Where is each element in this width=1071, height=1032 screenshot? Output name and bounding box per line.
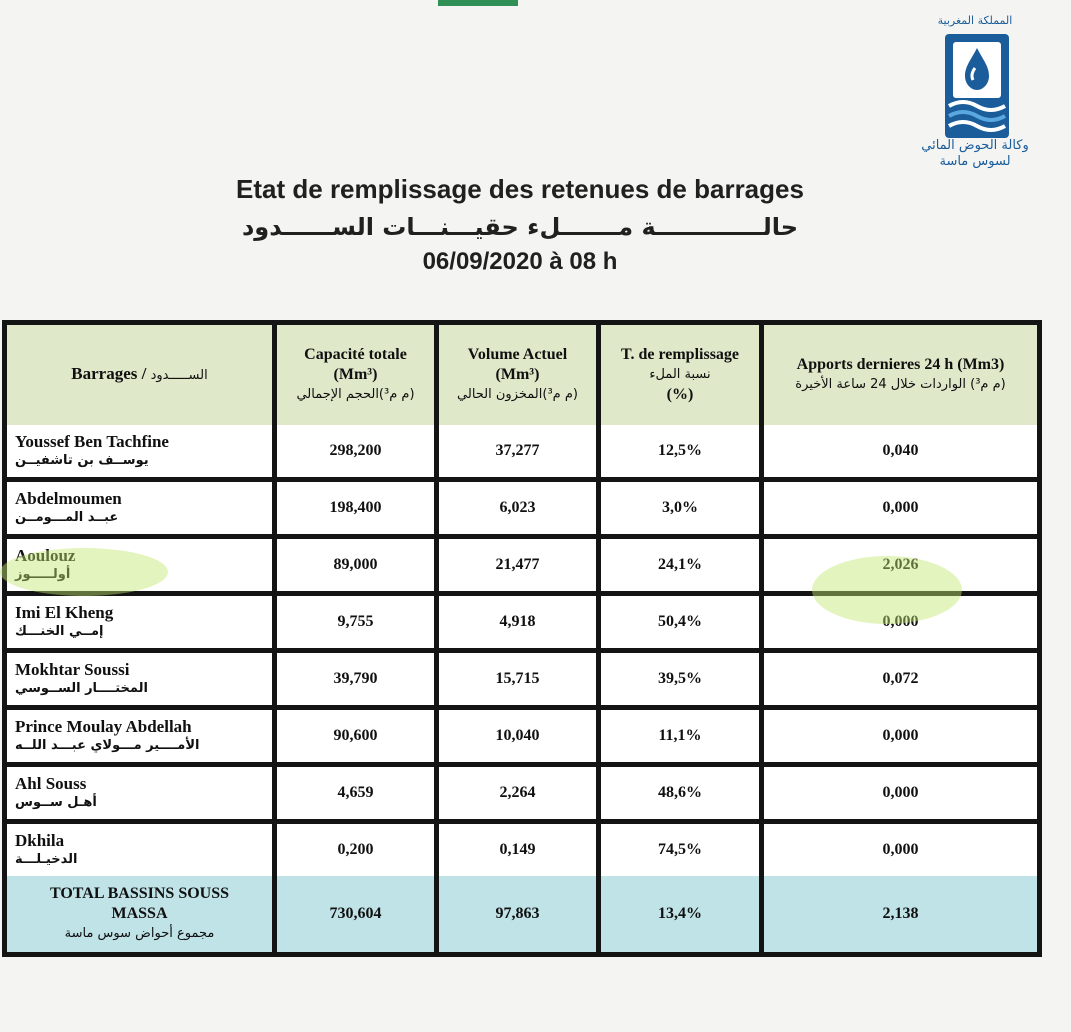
col-header-volume-ar: (م م³)المخزون الحالي (457, 387, 578, 402)
table-row (7, 596, 1037, 653)
volume-cell: 37,277 (439, 425, 601, 482)
volume-cell: 21,477 (439, 539, 601, 596)
water-drop-hand-logo-icon (941, 32, 1013, 140)
capacity-cell: 0,200 (277, 824, 439, 876)
page-title-ar: حالـــــــــــــة مـــــــلء حقيـــنـــات الســــــدود (241, 213, 799, 241)
table-row (7, 767, 1037, 824)
agency-logo (905, 10, 1045, 180)
inflows-cell: 0,000 (764, 596, 1037, 653)
dam-name-ar: عبــد المـــومــن (15, 510, 119, 525)
dam-name-cell (7, 710, 277, 767)
col-header-dams-ar: الســـــدود (150, 368, 208, 383)
logo-agency-line2: لسوس ماسة (939, 154, 1011, 169)
col-header-inflows (764, 325, 1037, 425)
logo-agency-line1: وكالة الحوض المائي (921, 138, 1029, 153)
dam-name-cell (7, 653, 277, 710)
col-header-fill-rate-line2: (%) (666, 386, 694, 403)
dam-name-ar: أولـــــوز (15, 567, 71, 582)
col-header-inflows-line1: Apports dernieres 24 h (Mm3) (796, 356, 1005, 373)
total-label-line2: MASSA (111, 905, 168, 922)
dam-name-cell (7, 824, 277, 876)
volume-cell: 15,715 (439, 653, 601, 710)
volume-cell: 4,918 (439, 596, 601, 653)
fill-rate-cell: 74,5% (601, 824, 764, 876)
inflows-cell: 0,000 (764, 824, 1037, 876)
col-header-capacity-line1: Capacité totale (304, 346, 407, 363)
col-header-volume-line2: (Mm³) (495, 366, 540, 383)
dam-name-ar: أهـل ســوس (15, 795, 97, 810)
table-row (7, 653, 1037, 710)
total-label-ar: مجموع أحواض سوس ماسة (64, 926, 215, 941)
total-label-cell (7, 876, 277, 952)
fill-rate-cell: 3,0% (601, 482, 764, 539)
col-header-volume (439, 325, 601, 425)
col-header-inflows-ar: (م م³) الواردات خلال 24 ساعة الأخيرة (795, 377, 1006, 392)
dam-name-cell (7, 767, 277, 824)
fill-rate-cell: 12,5% (601, 425, 764, 482)
inflows-cell: 0,000 (764, 767, 1037, 824)
total-volume-cell: 97,863 (439, 876, 601, 952)
dam-name-fr: Ahl Souss (15, 774, 87, 793)
title-block (180, 172, 860, 278)
fill-rate-cell: 39,5% (601, 653, 764, 710)
table-row (7, 710, 1037, 767)
total-row (7, 876, 1037, 952)
inflows-cell: 0,000 (764, 482, 1037, 539)
volume-cell: 6,023 (439, 482, 601, 539)
capacity-cell: 39,790 (277, 653, 439, 710)
col-header-capacity-line2: (Mm³) (333, 366, 378, 383)
dam-name-fr: Aoulouz (15, 546, 76, 565)
fill-rate-cell: 48,6% (601, 767, 764, 824)
table-row (7, 425, 1037, 482)
dam-name-fr: Abdelmoumen (15, 489, 122, 508)
col-header-dams (7, 325, 277, 425)
fill-rate-cell: 50,4% (601, 596, 764, 653)
col-header-capacity (277, 325, 439, 425)
capacity-cell: 198,400 (277, 482, 439, 539)
col-header-dams-fr: Barrages / (71, 364, 151, 383)
dam-name-ar: الدخيـلـــة (15, 852, 78, 867)
dam-name-ar: إمــي الخنـــك (15, 624, 104, 639)
dam-name-cell (7, 539, 277, 596)
col-header-fill-rate-ar: نسبة الملء (649, 367, 711, 382)
inflows-cell: 2,026 (764, 539, 1037, 596)
dam-name-fr: Dkhila (15, 831, 65, 850)
capacity-cell: 9,755 (277, 596, 439, 653)
dam-name-fr: Mokhtar Soussi (15, 660, 130, 679)
total-capacity-cell: 730,604 (277, 876, 439, 952)
dam-name-ar: الأمــــير مـــولاي عبـــد اللــه (15, 738, 200, 753)
col-header-volume-line1: Volume Actuel (467, 346, 568, 363)
dam-name-cell (7, 596, 277, 653)
dam-name-cell (7, 482, 277, 539)
col-header-fill-rate-line1: T. de remplissage (620, 346, 740, 363)
dam-name-fr: Youssef Ben Tachfine (15, 432, 169, 451)
inflows-cell: 0,072 (764, 653, 1037, 710)
fill-rate-cell: 11,1% (601, 710, 764, 767)
table-row (7, 539, 1037, 596)
page-title-fr: Etat de remplissage des retenues de barrages (236, 174, 804, 204)
total-label-line1: TOTAL BASSINS SOUSS (49, 885, 230, 902)
capacity-cell: 4,659 (277, 767, 439, 824)
logo-agency-name (905, 138, 1045, 170)
dam-name-fr: Prince Moulay Abdellah (15, 717, 192, 736)
report-date: 06/09/2020 à 08 h (422, 248, 618, 275)
dams-table (2, 320, 1042, 957)
volume-cell: 0,149 (439, 824, 601, 876)
capacity-cell: 298,200 (277, 425, 439, 482)
dam-name-cell (7, 425, 277, 482)
inflows-cell: 0,040 (764, 425, 1037, 482)
logo-kingdom-text: المملكة المغربية (937, 14, 1013, 27)
col-header-fill-rate (601, 325, 764, 425)
table-row (7, 482, 1037, 539)
total-inflows-cell: 2,138 (764, 876, 1037, 952)
capacity-cell: 89,000 (277, 539, 439, 596)
top-accent-bar (438, 0, 518, 6)
volume-cell: 2,264 (439, 767, 601, 824)
dam-name-ar: يوســف بن تاشفيــن (15, 453, 149, 468)
col-header-capacity-ar: (م م³)الحجم الإجمالي (296, 387, 415, 402)
dam-name-ar: المختــــار الســوسي (15, 681, 148, 696)
table-row (7, 824, 1037, 876)
dam-name-fr: Imi El Kheng (15, 603, 114, 622)
fill-rate-cell: 24,1% (601, 539, 764, 596)
volume-cell: 10,040 (439, 710, 601, 767)
capacity-cell: 90,600 (277, 710, 439, 767)
table-header-row (7, 325, 1037, 425)
total-fill-rate-cell: 13,4% (601, 876, 764, 952)
inflows-cell: 0,000 (764, 710, 1037, 767)
